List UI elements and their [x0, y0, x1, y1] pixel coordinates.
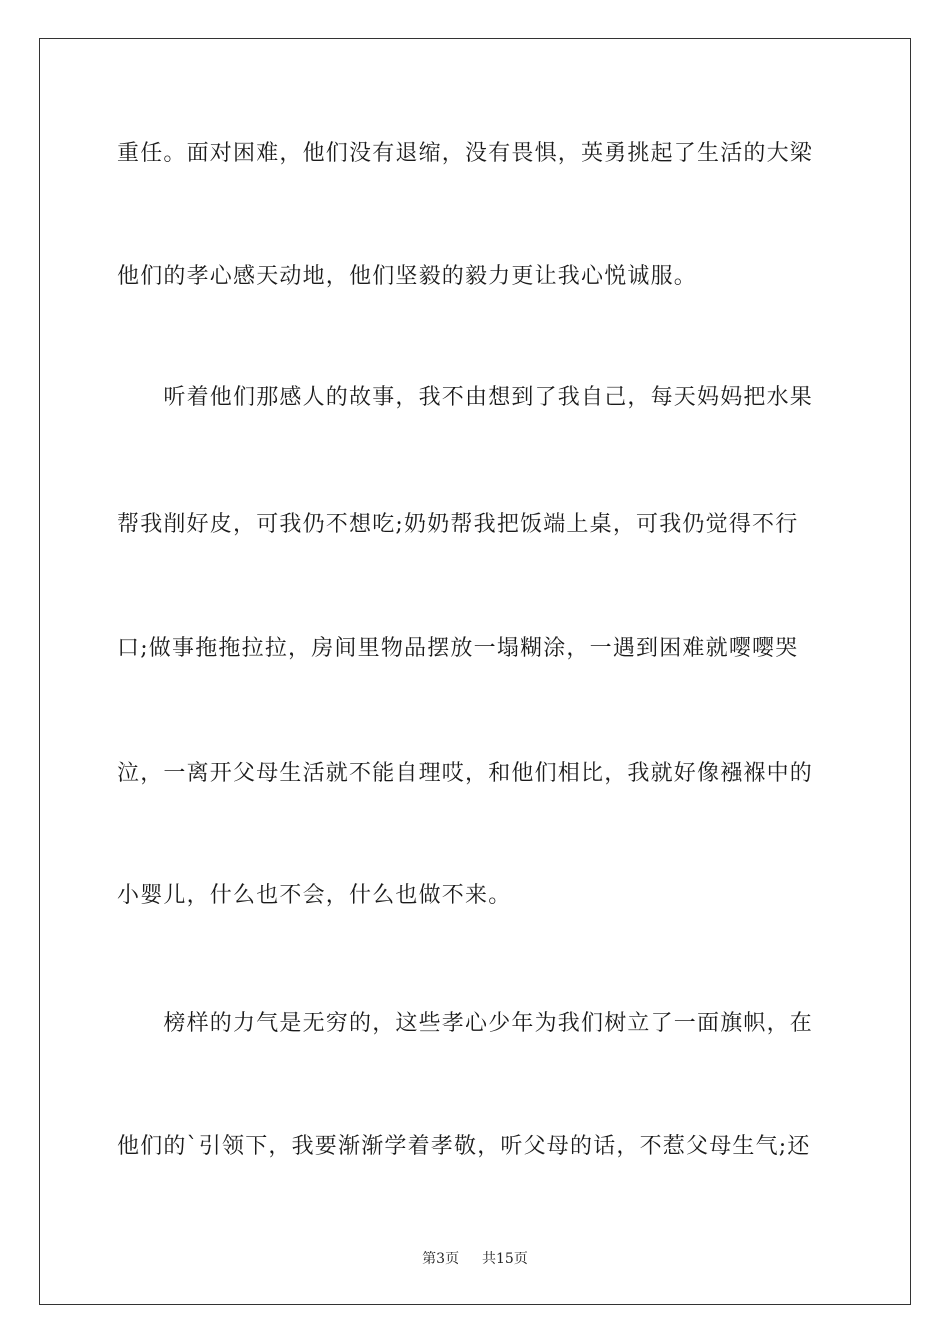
- page-border: [39, 38, 911, 1305]
- text-line: 他们的孝心感天动地，他们坚毅的毅力更让我心悦诚服。: [117, 264, 698, 289]
- text-line: 泣，一离开父母生活就不能自理哎，和他们相比，我就好像襁褓中的: [117, 761, 814, 786]
- text-line: 重任。面对困难，他们没有退缩，没有畏惧，英勇挑起了生活的大梁: [117, 141, 814, 166]
- text-line: 帮我削好皮，可我仍不想吃;奶奶帮我把饭端上桌，可我仍觉得不行: [117, 512, 799, 537]
- text-line: 小婴儿，什么也不会，什么也做不来。: [117, 883, 512, 908]
- page-footer: [0, 1248, 950, 1268]
- text-line: 他们的`引领下，我要渐渐学着孝敬，听父母的话，不惹父母生气;还: [117, 1134, 811, 1159]
- text-line: 榜样的力气是无穷的，这些孝心少年为我们树立了一面旗帜，在: [117, 1011, 814, 1036]
- text-line: 口;做事拖拖拉拉，房间里物品摆放一塌糊涂，一遇到困难就嘤嘤哭: [117, 636, 799, 661]
- page-total: 共15页: [482, 1251, 528, 1267]
- page-number: 第3页: [422, 1251, 460, 1267]
- text-line: 听着他们那感人的故事，我不由想到了我自己，每天妈妈把水果: [117, 385, 814, 410]
